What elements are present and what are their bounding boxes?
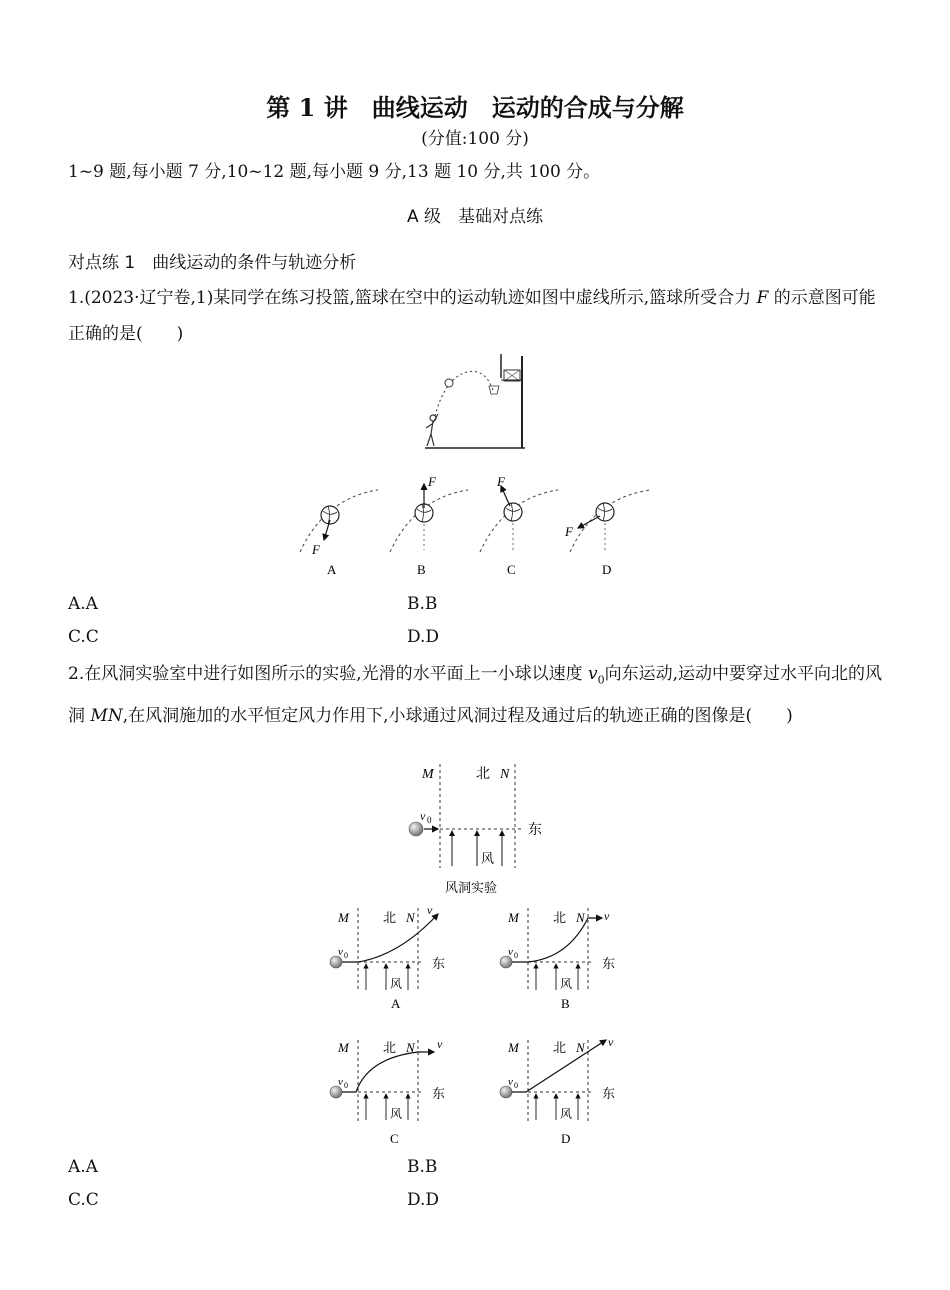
trajectory-options-figure bbox=[320, 900, 630, 1150]
label-wind: 风 bbox=[560, 977, 573, 991]
label-v0: v bbox=[508, 946, 513, 958]
q1-option-d[interactable]: D.D bbox=[407, 627, 440, 647]
label-m: M bbox=[338, 910, 349, 925]
label-v: v bbox=[608, 1035, 614, 1049]
force-label: F bbox=[565, 524, 573, 539]
label-v0-sub: 0 bbox=[344, 1081, 348, 1090]
level-heading: A 级 基础对点练 bbox=[406, 207, 544, 227]
question-2-text: 2.在风洞实验室中进行如图所示的实验,光滑的水平面上一小球以速度 $v_0$向东运动,运动中要穿过水平向北的风洞 MN,在风洞施加的水平恒定风力作用下,小球通过风洞过程及通过后的轨迹正确的图像是( ) bbox=[68, 664, 883, 727]
force-label: F bbox=[497, 474, 505, 489]
label-east: 东 bbox=[432, 1086, 446, 1101]
label-v: v bbox=[604, 909, 610, 923]
ball-icon bbox=[409, 822, 423, 836]
label-north: 北 bbox=[553, 1040, 567, 1055]
q2-option-a[interactable]: A.A bbox=[68, 1157, 98, 1177]
q1-option-b[interactable]: B.B bbox=[407, 594, 438, 614]
force-panel-b bbox=[390, 474, 468, 577]
label-n: N bbox=[576, 1040, 585, 1055]
panel-label: D bbox=[602, 562, 612, 577]
label-v0: v bbox=[420, 809, 426, 823]
label-wind: 风 bbox=[481, 851, 495, 866]
figure-caption: 风洞实验 bbox=[445, 880, 498, 895]
label-east: 东 bbox=[528, 823, 542, 838]
label-m: M bbox=[508, 1040, 519, 1055]
label-east: 东 bbox=[602, 1086, 616, 1101]
force-label: F bbox=[428, 474, 436, 489]
label-m: M bbox=[508, 910, 519, 925]
trajectory-panel-c bbox=[330, 1037, 445, 1146]
trajectory-panel-a bbox=[330, 903, 445, 1011]
label-v0-sub: 0 bbox=[427, 815, 432, 825]
label-wind: 风 bbox=[560, 1107, 573, 1121]
label-m: M bbox=[422, 767, 434, 782]
q2-option-d[interactable]: D.D bbox=[407, 1190, 440, 1210]
label-v0: v bbox=[338, 1076, 343, 1088]
force-panel-a bbox=[300, 490, 378, 577]
basketball-scene-figure bbox=[405, 350, 545, 460]
label-north: 北 bbox=[383, 1040, 397, 1055]
label-n: N bbox=[406, 1040, 415, 1055]
trajectory-panel-b bbox=[500, 908, 615, 1011]
panel-label: B bbox=[417, 562, 426, 577]
label-east: 东 bbox=[432, 956, 446, 971]
label-wind: 风 bbox=[390, 1107, 403, 1121]
force-options-figure bbox=[290, 470, 665, 585]
player-figure bbox=[426, 414, 438, 446]
force-label: F bbox=[312, 542, 320, 557]
q2-option-b[interactable]: B.B bbox=[407, 1157, 438, 1177]
q1-option-c[interactable]: C.C bbox=[68, 627, 99, 647]
q1-option-a[interactable]: A.A bbox=[68, 594, 98, 614]
q2-option-c[interactable]: C.C bbox=[68, 1190, 99, 1210]
panel-label: B bbox=[561, 996, 570, 1011]
label-v0-sub: 0 bbox=[344, 951, 348, 960]
label-n: N bbox=[576, 910, 585, 925]
panel-label: C bbox=[507, 562, 516, 577]
question-1-text: 1.(2023·辽宁卷,1)某同学在练习投篮,篮球在空中的运动轨迹如图中虚线所示,篮球所受合力 F 的示意图可能正确的是( ) bbox=[68, 288, 876, 344]
label-n: N bbox=[406, 910, 415, 925]
label-v0: v bbox=[508, 1076, 513, 1088]
label-v: v bbox=[437, 1037, 443, 1051]
label-v0: v bbox=[338, 946, 343, 958]
label-v0-sub: 0 bbox=[514, 1081, 518, 1090]
trajectory-panel-d bbox=[500, 1035, 615, 1146]
panel-label: A bbox=[327, 562, 337, 577]
label-north: 北 bbox=[553, 910, 567, 925]
force-panel-c bbox=[480, 474, 558, 577]
panel-label: A bbox=[391, 996, 401, 1011]
label-v: v bbox=[427, 903, 433, 917]
page-title: 第 1 讲 曲线运动 运动的合成与分解 bbox=[266, 93, 684, 122]
label-v0-sub: 0 bbox=[514, 951, 518, 960]
label-n: N bbox=[500, 767, 510, 782]
section-heading: 对点练 1 曲线运动的条件与轨迹分析 bbox=[68, 253, 357, 273]
force-panel-d bbox=[564, 490, 650, 577]
label-wind: 风 bbox=[390, 977, 403, 991]
panel-label: C bbox=[390, 1131, 399, 1146]
label-east: 东 bbox=[602, 956, 616, 971]
panel-label: D bbox=[561, 1131, 571, 1146]
label-north: 北 bbox=[476, 767, 490, 782]
score-note: (分值:100 分) bbox=[421, 129, 529, 149]
wind-tunnel-figure bbox=[400, 760, 560, 900]
label-north: 北 bbox=[383, 910, 397, 925]
label-m: M bbox=[338, 1040, 349, 1055]
scoring-rule: 1~9 题,每小题 7 分,10~12 题,每小题 9 分,13 题 10 分,共 100 分。 bbox=[68, 162, 601, 182]
